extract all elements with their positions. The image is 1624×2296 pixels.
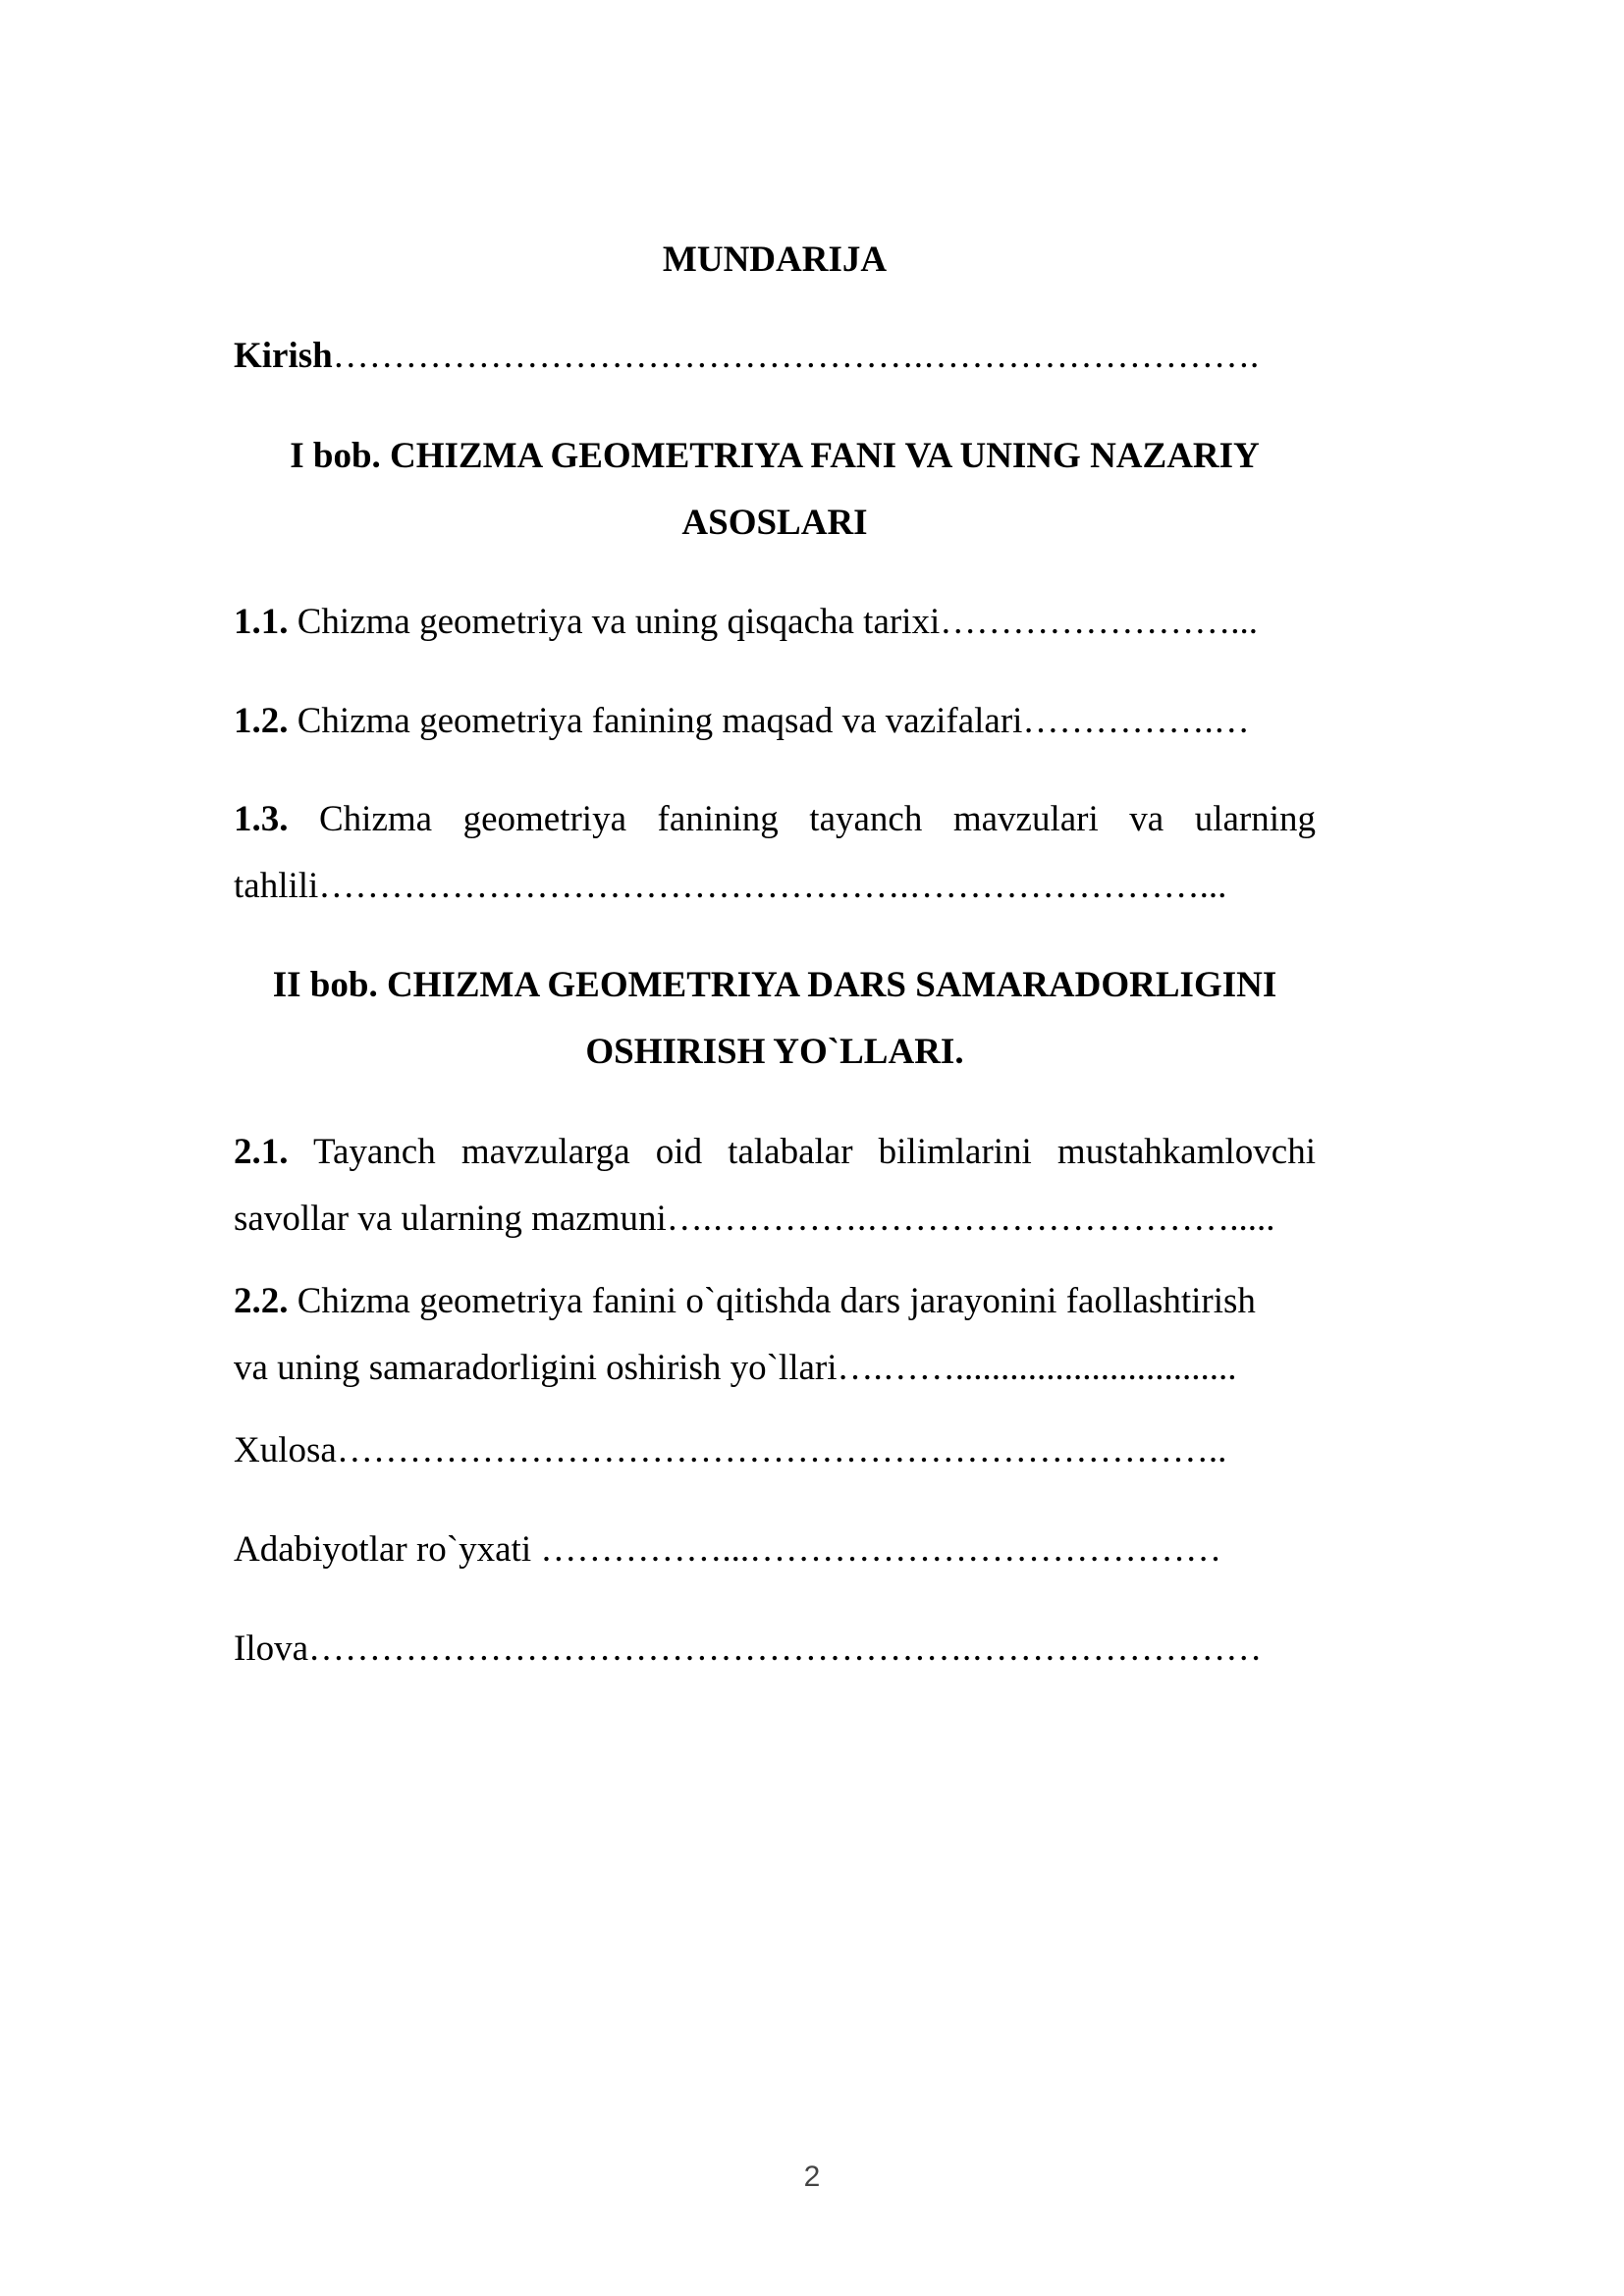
toc-leader: ……………………... bbox=[940, 602, 1258, 642]
section-number: 2.1. bbox=[234, 1132, 289, 1172]
toc-leader: ….………….…………………………..... bbox=[666, 1199, 1275, 1239]
section-number: 1.3. bbox=[234, 799, 289, 839]
toc-entry-2-2 bbox=[234, 1268, 1316, 1402]
section-title: Chizma geometriya fanini o`qitishda dars jarayonini faollashtirish bbox=[297, 1281, 1256, 1321]
toc-entry-appendix bbox=[234, 1616, 1316, 1682]
page-number: 2 bbox=[803, 2161, 821, 2193]
toc-leader: ……………………………………………….…………………… bbox=[308, 1629, 1263, 1669]
toc-entry-label: Ilova bbox=[234, 1629, 309, 1669]
toc-leader: …………….… bbox=[1022, 701, 1250, 741]
toc-leader: ………………………………………….……………………... bbox=[318, 866, 1227, 906]
toc-leader: ……………………………………………………………….. bbox=[336, 1430, 1227, 1470]
toc-leader: ……………...………………………………… bbox=[540, 1529, 1222, 1570]
section-title: Tayanch mavzularga oid talabalar bilimlarini mustahkamlovchi bbox=[312, 1132, 1316, 1172]
section-title-line bbox=[234, 1119, 1316, 1186]
chapter-2-heading bbox=[234, 952, 1316, 1086]
section-title: tahlili bbox=[234, 866, 319, 906]
section-title-line bbox=[234, 853, 1316, 920]
toc-entry-1-3 bbox=[234, 786, 1316, 920]
section-number: 1.2. bbox=[234, 701, 289, 741]
section-title: va uning samaradorligini oshirish yo`llari bbox=[234, 1348, 838, 1388]
section-title-line bbox=[234, 1186, 1316, 1253]
toc-entry-intro bbox=[234, 323, 1316, 390]
section-title: savollar va ularning mazmuni bbox=[234, 1199, 667, 1239]
section-title: Chizma geometriya va uning qisqacha tarixi bbox=[297, 602, 941, 642]
section-title-line bbox=[234, 786, 1316, 853]
chapter-heading-line: ASOSLARI bbox=[681, 503, 868, 543]
toc-entry-1-2 bbox=[234, 688, 1316, 755]
section-number: 2.2. bbox=[234, 1281, 289, 1321]
section-title-line bbox=[234, 1268, 1316, 1335]
toc-title: MUNDARIJA bbox=[662, 240, 888, 280]
chapter-heading-line: I bob. CHIZMA GEOMETRIYA FANI VA UNING NAZARIY bbox=[290, 436, 1260, 476]
toc-entry-label: Kirish bbox=[234, 336, 333, 376]
section-title: Chizma geometriya fanining tayanch mavzulari va ularning bbox=[319, 799, 1317, 839]
section-title-line bbox=[234, 1335, 1316, 1402]
section-title: Chizma geometriya fanining maqsad va vazifalari bbox=[297, 701, 1023, 741]
toc-leader: ………………………………………….………………………. bbox=[332, 336, 1260, 376]
toc-leader: ….……............................... bbox=[837, 1348, 1237, 1388]
section-number: 1.1. bbox=[234, 602, 289, 642]
toc-entry-label: Xulosa bbox=[234, 1430, 337, 1470]
chapter-heading-line: OSHIRISH YO`LLARI. bbox=[585, 1032, 964, 1072]
toc-entry-label: Adabiyotlar ro`yxati bbox=[234, 1529, 541, 1570]
chapter-1-heading bbox=[234, 423, 1316, 557]
toc-entry-2-1 bbox=[234, 1119, 1316, 1253]
chapter-heading-line: II bob. CHIZMA GEOMETRIYA DARS SAMARADORLIGINI bbox=[272, 965, 1277, 1005]
toc-entry-references bbox=[234, 1517, 1316, 1583]
toc-entry-1-1 bbox=[234, 589, 1316, 656]
toc-entry-conclusion bbox=[234, 1417, 1316, 1484]
